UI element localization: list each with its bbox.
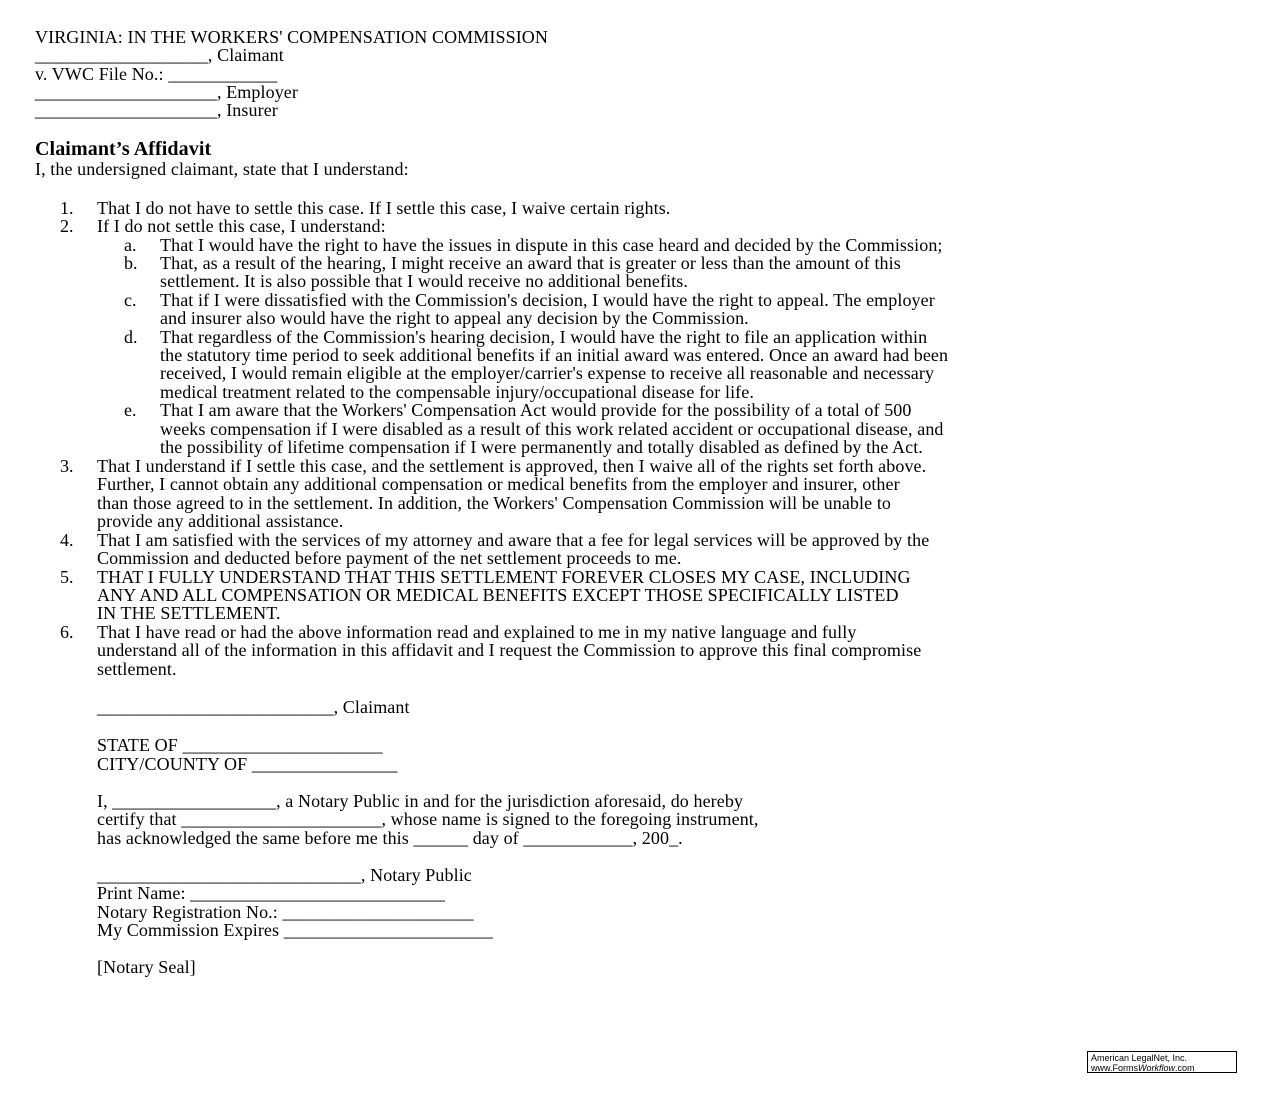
print-name-line: Print Name: ____________________________ [97,883,445,903]
item-6-text-cont: settlement. [97,659,177,679]
item-2d-text-cont: medical treatment related to the compensable injury/occupational disease for life. [160,382,754,402]
item-6-text-cont: understand all of the information in this affidavit and I request the Commission to approve this final compromise [97,640,922,660]
item-4-number: 4. [60,530,74,550]
claimant-signature-line: __________________________, Claimant [97,697,410,717]
item-5-text-cont: IN THE SETTLEMENT. [97,603,281,623]
header-claimant: ___________________, Claimant [35,45,284,65]
item-2-text: If I do not settle this case, I understand: [97,216,386,236]
item-2c-text: That if I were dissatisfied with the Commission's decision, I would have the right to appeal. The employer [160,290,935,310]
item-3-text-cont: than those agreed to in the settlement. In addition, the Workers' Compensation Commission will be unable to [97,493,892,513]
notary-statement-cont: certify that ______________________, whose name is signed to the foregoing instrument, [97,809,759,829]
item-3-text-cont: provide any additional assistance. [97,511,344,531]
item-4-text-cont: Commission and deducted before payment of the net settlement proceeds to me. [97,548,682,568]
header-employer: ____________________, Employer [35,82,298,102]
publisher-footer [1087,1051,1237,1073]
item-3-text: That I understand if I settle this case, and the settlement is approved, then I waive all of the rights set forth above. [97,456,927,476]
header-insurer: ____________________, Insurer [35,100,278,120]
item-2d-text-cont: received, I would remain eligible at the employer/carrier's expense to receive all reasonable and necessary [160,363,935,383]
commission-expires-line: My Commission Expires _______________________ [97,920,494,940]
item-4-text: That I am satisfied with the services of my attorney and aware that a fee for legal services will be approved by the [97,530,930,550]
registration-no-line: Notary Registration No.: _____________________ [97,902,474,922]
item-5-text: THAT I FULLY UNDERSTAND THAT THIS SETTLEMENT FOREVER CLOSES MY CASE, INCLUDING [97,567,911,587]
item-2d-text: That regardless of the Commission's hearing decision, I would have the right to file an application within [160,327,928,347]
page-title: Claimant’s Affidavit [35,138,212,160]
item-2c-marker: c. [124,290,137,310]
notary-statement: I, __________________, a Notary Public in and for the jurisdiction aforesaid, do hereby [97,791,744,811]
item-5-number: 5. [60,567,74,587]
item-1-number: 1. [60,198,74,218]
item-6-number: 6. [60,622,74,642]
item-2e-marker: e. [124,400,137,420]
item-2-number: 2. [60,216,74,236]
notary-statement-cont: has acknowledged the same before me this ______ day of ____________, 200_. [97,828,683,848]
intro-text: I, the undersigned claimant, state that I understand: [35,159,409,179]
publisher-url: www.FormsWorkflow.com [1091,1063,1195,1073]
item-2b-marker: b. [124,253,138,273]
item-2b-text: That, as a result of the hearing, I might receive an award that is greater or less than the amount of this [160,253,901,273]
item-2d-text-cont: the statutory time period to seek additional benefits if an initial award was entered. Once an award had been [160,345,949,365]
notary-seal-label: [Notary Seal] [97,957,196,977]
item-6-text: That I have read or had the above information read and explained to me in my native language and fully [97,622,857,642]
item-2c-text-cont: and insurer also would have the right to appeal any decision by the Commission. [160,308,749,328]
item-5-text-cont: ANY AND ALL COMPENSATION OR MEDICAL BENEFITS EXCEPT THOSE SPECIFICALLY LISTED [97,585,899,605]
item-2e-text: That I am aware that the Workers' Compensation Act would provide for the possibility of a total of 500 [160,400,912,420]
publisher-name: American LegalNet, Inc. [1091,1053,1188,1063]
item-1-text: That I do not have to settle this case. If I settle this case, I waive certain rights. [97,198,671,218]
item-2a-marker: a. [124,235,137,255]
header-file-no: v. VWC File No.: ____________ [35,64,278,84]
item-3-number: 3. [60,456,74,476]
state-line: STATE OF ______________________ [97,735,383,755]
notary-signature-line: _____________________________, Notary Public [97,865,472,885]
item-3-text-cont: Further, I cannot obtain any additional compensation or medical benefits from the employer and insurer, other [97,474,900,494]
item-2b-text-cont: settlement. It is also possible that I would receive no additional benefits. [160,271,688,291]
item-2d-marker: d. [124,327,138,347]
item-2a-text: That I would have the right to have the issues in dispute in this case heard and decided by the Commission; [160,235,943,255]
item-2e-text-cont: the possibility of lifetime compensation if I were permanently and totally disabled as defined by the Act. [160,437,923,457]
header-commission: VIRGINIA: IN THE WORKERS' COMPENSATION COMMISSION [35,27,549,47]
city-county-line: CITY/COUNTY OF ________________ [97,754,398,774]
item-2e-text-cont: weeks compensation if I were disabled as a result of this work related accident or occupational disease, and [160,419,944,439]
